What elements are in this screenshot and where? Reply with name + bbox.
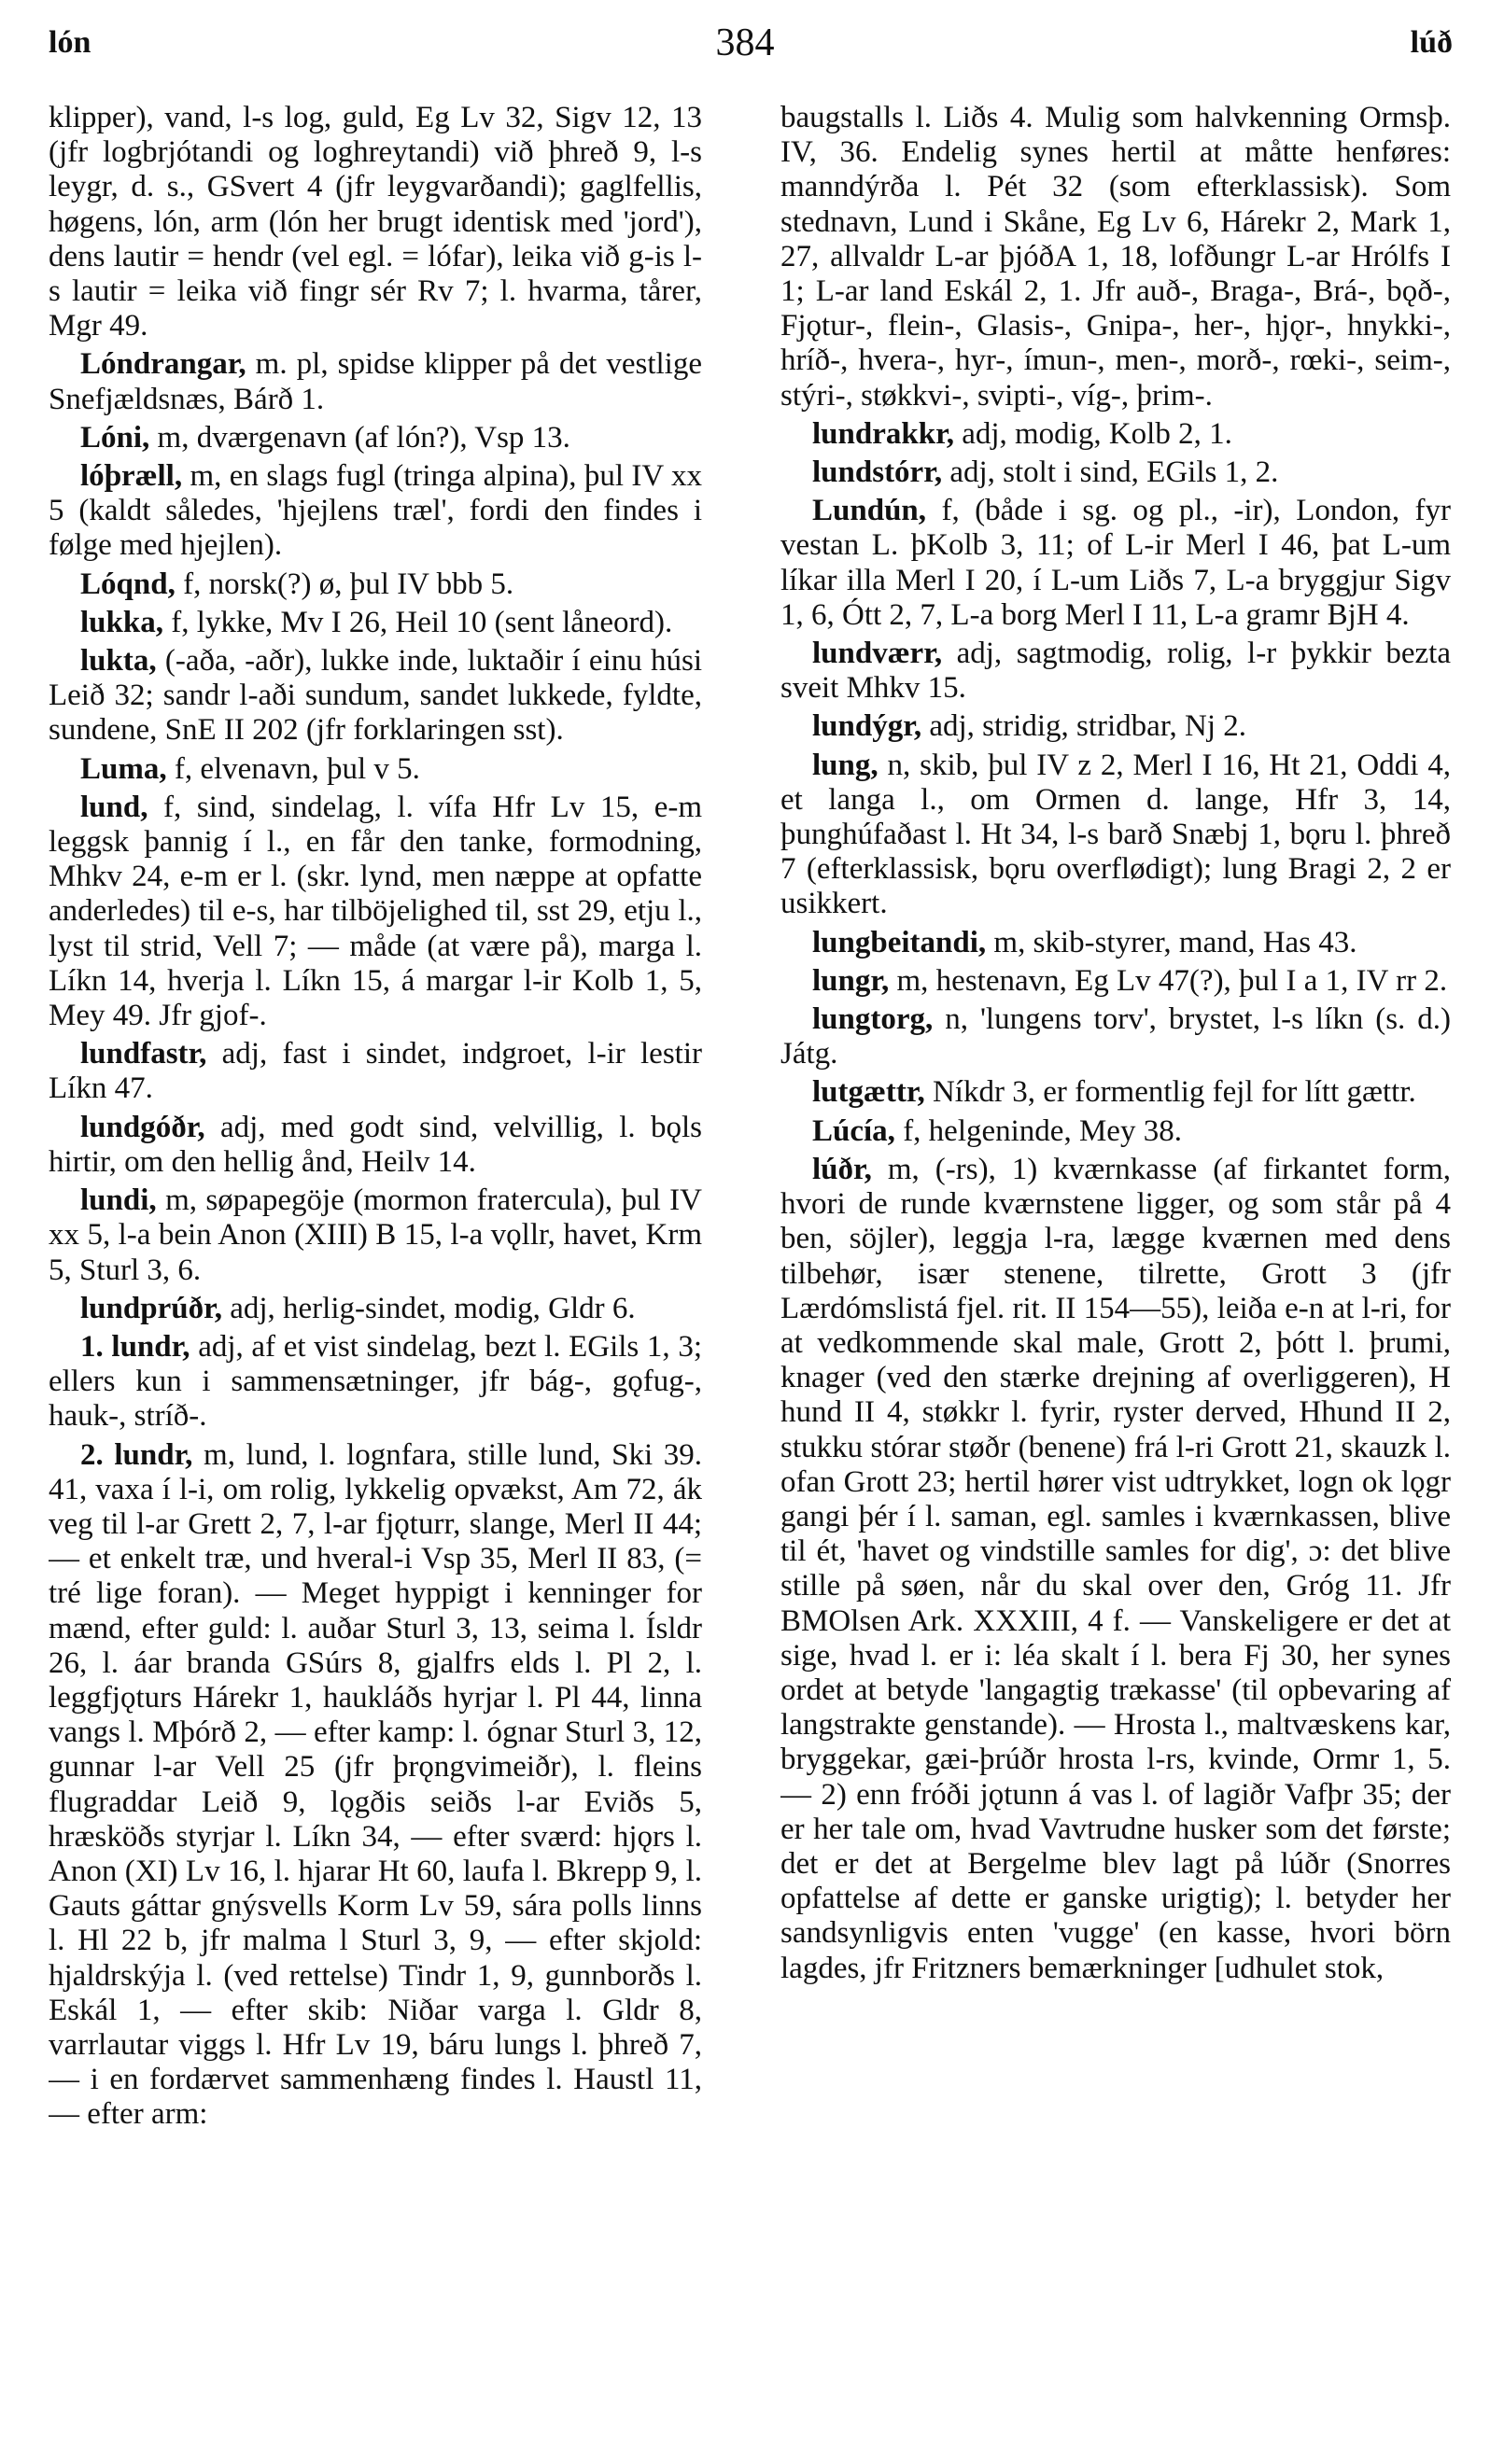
headword: Lóni, [80, 420, 150, 455]
definition-text: baugstalls l. Liðs 4. Mulig som halvkenning Ormsþ. IV, 36. Endelig synes hertil at måtte henføres: manndýrða l. Pét 32 (som efterklassisk). Som stednavn, Lund i Skåne, Eg Lv 6, Hárekr 2, Mark 1, 27, allvaldr L-ar þjóðA 1, 18, lofðungr L-ar Hrólfs I 1; L-ar land Eskál 2, 1. Jfr auð-, Braga-, Brá-, bǫð-, Fjǫtur-, flein-, Glasis-, Gnipa-, her-, hjǫr-, hnykki-, hríð-, hvera-, hyr-, ímun-, men-, morð-, rœki-, seim-, stýri-, støkkvi-, svipti-, víg-, þrim-. [780, 101, 1451, 413]
headword: lungbeitandi, [812, 925, 987, 959]
headword: 1. lundr, [80, 1329, 190, 1364]
headword: lukta, [80, 644, 157, 679]
headword: Luma, [80, 751, 167, 786]
definition-text: adj, modig, Kolb 2, 1. [962, 416, 1232, 451]
dictionary-entry [780, 1002, 1451, 1071]
headword: lundværr, [812, 637, 943, 671]
dictionary-entry [780, 637, 1451, 706]
headword: lundi, [80, 1183, 157, 1218]
definition-text: adj, fast i sindet, indgroet, l-ir lestir Líkn 47. [49, 1037, 702, 1106]
left-column [49, 101, 702, 2434]
headword: lúðr, [812, 1152, 872, 1186]
page-number: 384 [715, 21, 775, 64]
headword: lundfastr, [80, 1037, 207, 1071]
dictionary-entry [49, 1111, 702, 1180]
headword: lundrakkr, [812, 416, 954, 451]
dictionary-entry [780, 494, 1451, 633]
headword: lungtorg, [812, 1002, 934, 1037]
dictionary-entry [780, 709, 1451, 744]
dictionary-entry [49, 1037, 702, 1106]
dictionary-entry [49, 347, 702, 416]
definition-text: adj, med godt sind, velvillig, l. bǫls hirtir, om den hellig ånd, Heilv 14. [49, 1110, 702, 1179]
dictionary-entry [49, 421, 702, 455]
dictionary-entry [780, 1153, 1451, 1986]
definition-text: m, dværgenavn (af lón?), Vsp 13. [157, 420, 570, 455]
definition-text: klipper), vand, l-s log, guld, Eg Lv 32, Sigv 12, 13 (jfr logbrjótandi og loghreytandi) við þhreð 9, l-s leygr, d. s., GSvert 4 (jfr leygvarðandi); gaglfellis, høgens, lón, arm (lón her brugt identisk med 'jord'), dens lautir = hendr (vel egl. = lófar), leika við g-is l-s lautir = leika við fingr sér Rv 7; l. hvarma, tårer, Mgr 49. [49, 101, 702, 343]
headword: lund, [80, 790, 148, 824]
headword: Lóqnd, [80, 567, 176, 601]
headword: Lundún, [812, 494, 927, 528]
definition-text: m, søpapegöje (mormon fratercula), þul IV xx 5, l-a bein Anon (XIII) B 15, l-a vǫllr, havet, Krm 5, Sturl 3, 6. [49, 1183, 702, 1287]
definition-text: f, (både i sg. og pl., -ir), London, fyr vestan L. þKolb 3, 11; of L-ir Merl I 46, þat L-um líkar illa Merl I 20, í L-um Liðs 7, L-a bryggjur Sigv 1, 6, Ótt 2, 7, L-a borg Merl I 11, L-a gramr BjH 4. [780, 494, 1451, 632]
definition-text: f, elvenavn, þul v 5. [174, 751, 420, 786]
dictionary-entry [49, 1183, 702, 1288]
definition-text: (-aða, -aðr), lukke inde, luktaðir í einu húsi Leið 32; sandr l-aði sundum, sandet lukkede, fyldte, sundene, SnE II 202 (jfr forklaringen sst). [49, 644, 702, 748]
dictionary-entry [49, 459, 702, 564]
headword: lungr, [812, 963, 890, 998]
dictionary-entry [49, 644, 702, 749]
dictionary-entry [780, 417, 1451, 452]
definition-text: f, lykke, Mv I 26, Heil 10 (sent låneord). [171, 605, 673, 639]
definition-text: m. pl, spidse klipper på det vestlige Snefjældsnæs, Bárð 1. [49, 347, 702, 416]
definition-text: adj, stolt i sind, EGils 1, 2. [949, 455, 1279, 490]
dictionary-entry [49, 101, 702, 343]
headword: lundgóðr, [80, 1110, 205, 1144]
dictionary-entry [49, 1438, 702, 2133]
definition-text: m, skib-styrer, mand, Has 43. [993, 925, 1357, 959]
definition-text: adj, herlig-sindet, modig, Gldr 6. [230, 1291, 636, 1325]
headword: lundprúðr, [80, 1291, 222, 1325]
definition-text: m, lund, l. lognfara, stille lund, Ski 39. 41, vaxa í l-i, om rolig, lykkelig opvækst, Am 72, ák veg til l-ar Grett 2, 7, l-ar fjǫturr, slange, Merl II 44; — et enkelt træ, und hveral-i Vsp 35, Merl II 83, (= tré lige foran). — Meget hyppigt i kenninger for mænd, efter guld: l. auðar Sturl 3, 13, seima l. Ísldr 26, l. áar branda GSúrs 8, gjalfrs elds l. Pl 2, l. leggfjǫturs Hárekr 1, haukláðs hyrjar l. Pl 44, linna vangs l. Mþórð 2, — efter kamp: l. ógnar Sturl 3, 12, gunnar l-ar Vell 25 (jfr þrǫngvimeiðr), l. fleins flugraddar Leið 9, lǫgðis seiðs l-ar Eviðs 5, hræsköðs styrjar l. Líkn 34, — efter sværd: hjǫrs l. Anon (XI) Lv 16, l. hjarar Ht 60, laufa l. Bkrepp 9, l. Gauts gáttar gnýsvells Korm Lv 59, sára polls linns l. Hl 22 b, jfr malma l Sturl 3, 9, — efter skjold: hjaldrskýja l. (ved rettelse) Tindr 1, 9, gunnborðs l. Eskál 1, — efter skib: Niðar varga l. Gldr 8, varrlautar viggs l. Hfr Lv 19, báru lungs l. þhreð 7, — i en fordærvet sammenhæng findes l. Haustl 11, — efter arm: [49, 1437, 702, 2132]
headword: lung, [812, 748, 879, 782]
definition-text: Níkdr 3, er formentlig fejl for lítt gættr. [932, 1075, 1416, 1110]
dictionary-entry [780, 1075, 1451, 1110]
definition-text: f, sind, sindelag, l. vífa Hfr Lv 15, e-m leggsk þannig í l., en får den tanke, formodning, Mhkv 24, e-m er l. (skr. lynd, men næppe at opfatte anderledes) til e-s, har tilböjelighed til, sst 29, etju l., lyst til strid, Vell 7; — måde (at være på), marga l. Líkn 14, hverja l. Líkn 15, á margar l-ir Kolb 1, 5, Mey 49. Jfr gjof-. [49, 790, 702, 1033]
headword: lutgættr, [812, 1075, 925, 1110]
definition-text: f, norsk(?) ø, þul IV bbb 5. [183, 567, 514, 601]
dictionary-entry [780, 926, 1451, 960]
definition-text: adj, stridig, stridbar, Nj 2. [929, 709, 1246, 744]
dictionary-entry [49, 1330, 702, 1435]
dictionary-entry [49, 606, 702, 640]
dictionary-entry [780, 1114, 1451, 1149]
headword: lundýgr, [812, 709, 922, 744]
dictionary-entry [49, 567, 702, 602]
dictionary-entry [780, 455, 1451, 490]
headword: lundstórr, [812, 455, 943, 490]
running-head-right: lúð [1410, 25, 1453, 60]
definition-text: m, en slags fugl (tringa alpina), þul IV xx 5 (kaldt således, 'hjejlens træl', fordi den findes i følge med hjejlen). [49, 459, 702, 563]
definition-text: adj, sagtmodig, rolig, l-r þykkir bezta sveit Mhkv 15. [780, 637, 1451, 706]
headword: Lóndrangar, [80, 347, 246, 382]
dictionary-entry [780, 964, 1451, 999]
dictionary-entry [49, 752, 702, 787]
dictionary-entry [780, 101, 1451, 413]
headword: 2. lundr, [80, 1437, 193, 1472]
definition-text: m, (-rs), 1) kværnkasse (af firkantet form, hvori de runde kværnstene ligger, og som står på 4 ben, söjler), leggja l-ra, lægge kværnen med dens tilbehør, især stenene, tilrette, Grott 3 (jfr Lærdómslistá fjel. rit. II 154—55), leiða e-n at l-ri, for at vedkommende skal male, Grott 2, þótt l. þrumi, knager (ved den stærke drejning af overliggeren), H hund II 4, støkkr l. fyrir, ryster derved, Hhund II 2, stukku stórar støðr (benene) frá l-ri Grott 21, skauzk l. ofan Grott 23; hertil hører vist udtrykket, logn ok lǫgr gangi þér í l. saman, egl. samles i kværnkassen, blive til ét, 'havet og vindstille samles for dig', ɔ: det blive stille på søen, når du skal over den, Gróg 11. Jfr BMOlsen Ark. XXXIII, 4 f. — Vanskeligere er det at sige, hvad l. er i: léa skalt í l. bera Fj 30, her synes ordet at betyde 'langagtig trækasse' (til opbevaring af langstrakte genstande). — Hrosta l., maltvæskens kar, bryggekar, gæi-þrúðr hrosta l-rs, kvinde, Ormr 1, 5. — 2) enn fróði jǫtunn á vas l. of lagiðr Vafþr 35; der er her tale om, hvad Vavtrudne husker som det første; det er det at Bergelme blev lagt på lúðr (Snorres opfattelse af dette er ganske urigtig); l. betyder her sandsynligvis enten 'vugge' (en kasse, hvori börn lagdes, jfr Fritzners bemærkninger [udhulet stok, [780, 1152, 1451, 1985]
definition-text: f, helgeninde, Mey 38. [903, 1113, 1182, 1148]
running-head-left: lón [49, 25, 91, 60]
definition-text: adj, af et vist sindelag, bezt l. EGils 1, 3; ellers kun i sammensætninger, jfr bág-, gǫfug-, hauk-, stríð-. [49, 1329, 702, 1434]
definition-text: n, skib, þul IV z 2, Merl I 16, Ht 21, Oddi 4, et langa l., om Ormen d. lange, Hfr 3, 14, þunghúfaðast l. Ht 34, l-s barð Snæbj 1, bǫru l. þhreð 7 (efterklassisk, bǫru overflødigt); lung Bragi 2, 2 er usikkert. [780, 748, 1451, 921]
dictionary-entry [49, 1292, 702, 1326]
right-column [780, 101, 1451, 2434]
definition-text: n, 'lungens torv', brystet, l-s líkn (s. d.) Játg. [780, 1002, 1451, 1071]
dictionary-entry [49, 791, 702, 1033]
headword: lukka, [80, 605, 163, 639]
headword: lóþræll, [80, 459, 183, 494]
definition-text: m, hestenavn, Eg Lv 47(?), þul I a 1, IV rr 2. [896, 963, 1448, 998]
headword: Lúcía, [812, 1113, 895, 1148]
dictionary-entry [780, 749, 1451, 922]
